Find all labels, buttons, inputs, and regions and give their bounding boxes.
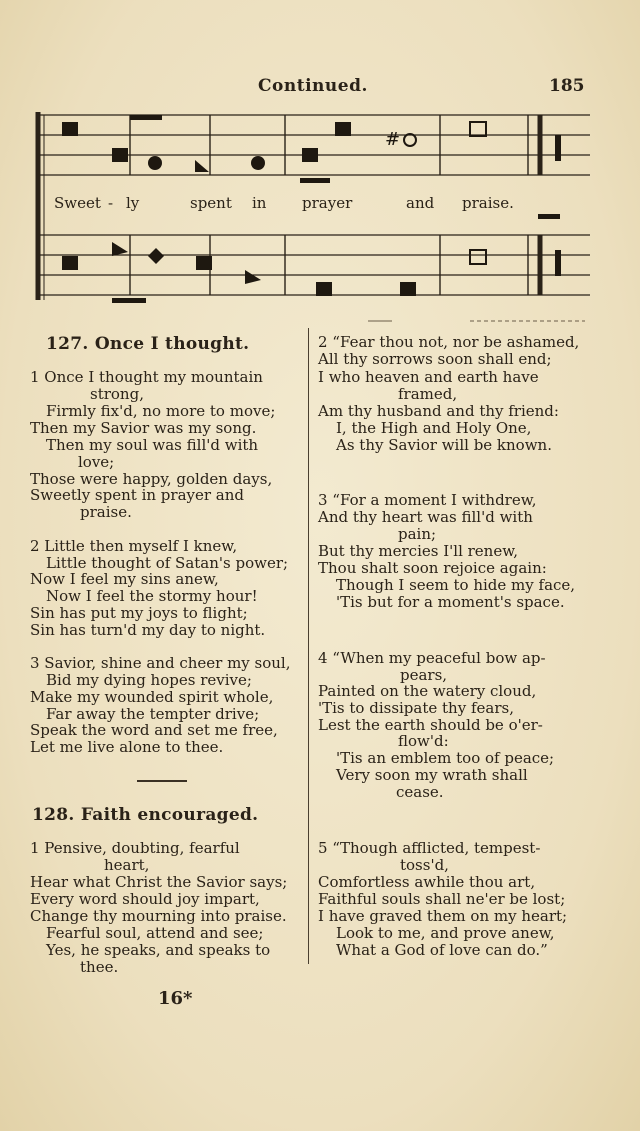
- verse-line: Far away the tempter drive;: [46, 705, 260, 723]
- verse-line: Now I feel the stormy hour!: [46, 587, 258, 605]
- notes-lower: [62, 214, 561, 303]
- verse-line: pain;: [398, 525, 437, 543]
- verse-line: Sweetly spent in prayer and: [30, 486, 245, 504]
- verse-line: 3 Savior, shine and cheer my soul,: [30, 654, 291, 672]
- lyric-syllable: -: [108, 194, 114, 212]
- signature-mark: 16*: [158, 988, 193, 1009]
- verse-line: 1 Once I thought my mountain: [30, 368, 263, 386]
- verse-line: Sin has turn'd my day to night.: [30, 621, 266, 639]
- verse-line: But thy mercies I'll renew,: [318, 542, 519, 560]
- verse-line: Bid my dying hopes revive;: [46, 671, 252, 689]
- verse-line: 2 Little then myself I knew,: [30, 537, 238, 555]
- verse-line: thee.: [80, 958, 119, 976]
- notes-upper: [62, 115, 561, 183]
- verse-line: Lest the earth should be o'er-: [318, 716, 543, 734]
- verse-line: Then my soul was fill'd with: [46, 436, 259, 454]
- verse-line: Hear what Christ the Savior says;: [30, 873, 288, 891]
- verse-line: pears,: [400, 666, 448, 684]
- verse-line: Every word should joy impart,: [30, 890, 260, 908]
- verse-line: 4 “When my peaceful bow ap-: [318, 649, 546, 667]
- verse-line: 2 “Fear thou not, nor be ashamed,: [318, 333, 580, 351]
- verse-line: strong,: [90, 385, 144, 403]
- verse-line: 'Tis to dissipate thy fears,: [318, 699, 514, 717]
- verse-line: heart,: [104, 856, 150, 874]
- page-number: 185: [549, 76, 585, 96]
- upper-staff: [38, 115, 590, 175]
- running-head: Continued.: [258, 76, 368, 96]
- verse-line: Comfortless awhile thou art,: [318, 873, 536, 891]
- verse-line: 3 “For a moment I withdrew,: [318, 491, 537, 509]
- verse-line: 1 Pensive, doubting, fearful: [30, 839, 240, 857]
- verse-line: Then my Savior was my song.: [30, 419, 257, 437]
- verse-line: Speak the word and set me free,: [30, 721, 278, 739]
- verse-line: Fearful soul, attend and see;: [46, 924, 264, 942]
- verse-line: I have graved them on my heart;: [318, 907, 568, 925]
- section-divider: [137, 780, 187, 782]
- verse-line: Look to me, and prove anew,: [336, 924, 555, 942]
- lyric-syllable: ly: [126, 194, 140, 212]
- verse-line: Very soon my wrath shall: [336, 766, 528, 784]
- verse-line: Now I feel my sins anew,: [30, 570, 219, 588]
- verse-line: All thy sorrows soon shall end;: [318, 350, 552, 368]
- verse-line: flow'd:: [398, 732, 449, 750]
- lyric-syllable: spent: [190, 194, 232, 212]
- verse-line: cease.: [396, 783, 444, 801]
- hymn-127-title: 127. Once I thought.: [46, 334, 250, 354]
- lyric-syllable: prayer: [302, 194, 353, 212]
- verse-line: praise.: [80, 503, 132, 521]
- verse-line: love;: [78, 453, 115, 471]
- verse-line: I, the High and Holy One,: [336, 419, 532, 437]
- verse-line: Thou shalt soon rejoice again:: [318, 559, 547, 577]
- verse-line: Yes, he speaks, and speaks to: [46, 941, 271, 959]
- svg-text:#: #: [385, 129, 401, 150]
- verse-line: 'Tis an emblem too of peace;: [336, 749, 555, 767]
- lyric-syllable: Sweet: [54, 194, 101, 212]
- verse-line: What a God of love can do.”: [336, 941, 548, 959]
- verse-line: Painted on the watery cloud,: [318, 682, 537, 700]
- lyric-syllable: praise.: [462, 194, 514, 212]
- lyric-syllable: in: [252, 194, 267, 212]
- verse-line: Though I seem to hide my face,: [336, 576, 576, 594]
- verse-line: 5 “Though afflicted, tempest-: [318, 839, 541, 857]
- verse-line: Let me live alone to thee.: [30, 738, 224, 756]
- verse-line: Change thy mourning into praise.: [30, 907, 287, 925]
- verse-line: Those were happy, golden days,: [30, 470, 273, 488]
- verse-line: Faithful souls shall ne'er be lost;: [318, 890, 566, 908]
- hymn-128-title: 128. Faith encouraged.: [32, 805, 259, 825]
- music-score: [0, 0, 640, 340]
- lyric-syllable: and: [406, 194, 435, 212]
- column-divider: [308, 328, 309, 964]
- lower-staff: [38, 235, 590, 295]
- verse-line: 'Tis but for a moment's space.: [336, 593, 565, 611]
- verse-line: Make my wounded spirit whole,: [30, 688, 274, 706]
- verse-line: Am thy husband and thy friend:: [318, 402, 559, 420]
- verse-line: And thy heart was fill'd with: [318, 508, 533, 526]
- verse-line: Firmly fix'd, no more to move;: [46, 402, 276, 420]
- verse-line: Little thought of Satan's power;: [46, 554, 289, 572]
- verse-line: As thy Savior will be known.: [336, 436, 552, 454]
- verse-line: Sin has put my joys to flight;: [30, 604, 248, 622]
- verse-line: I who heaven and earth have: [318, 368, 539, 386]
- verse-line: framed,: [398, 385, 458, 403]
- verse-line: toss'd,: [400, 856, 449, 874]
